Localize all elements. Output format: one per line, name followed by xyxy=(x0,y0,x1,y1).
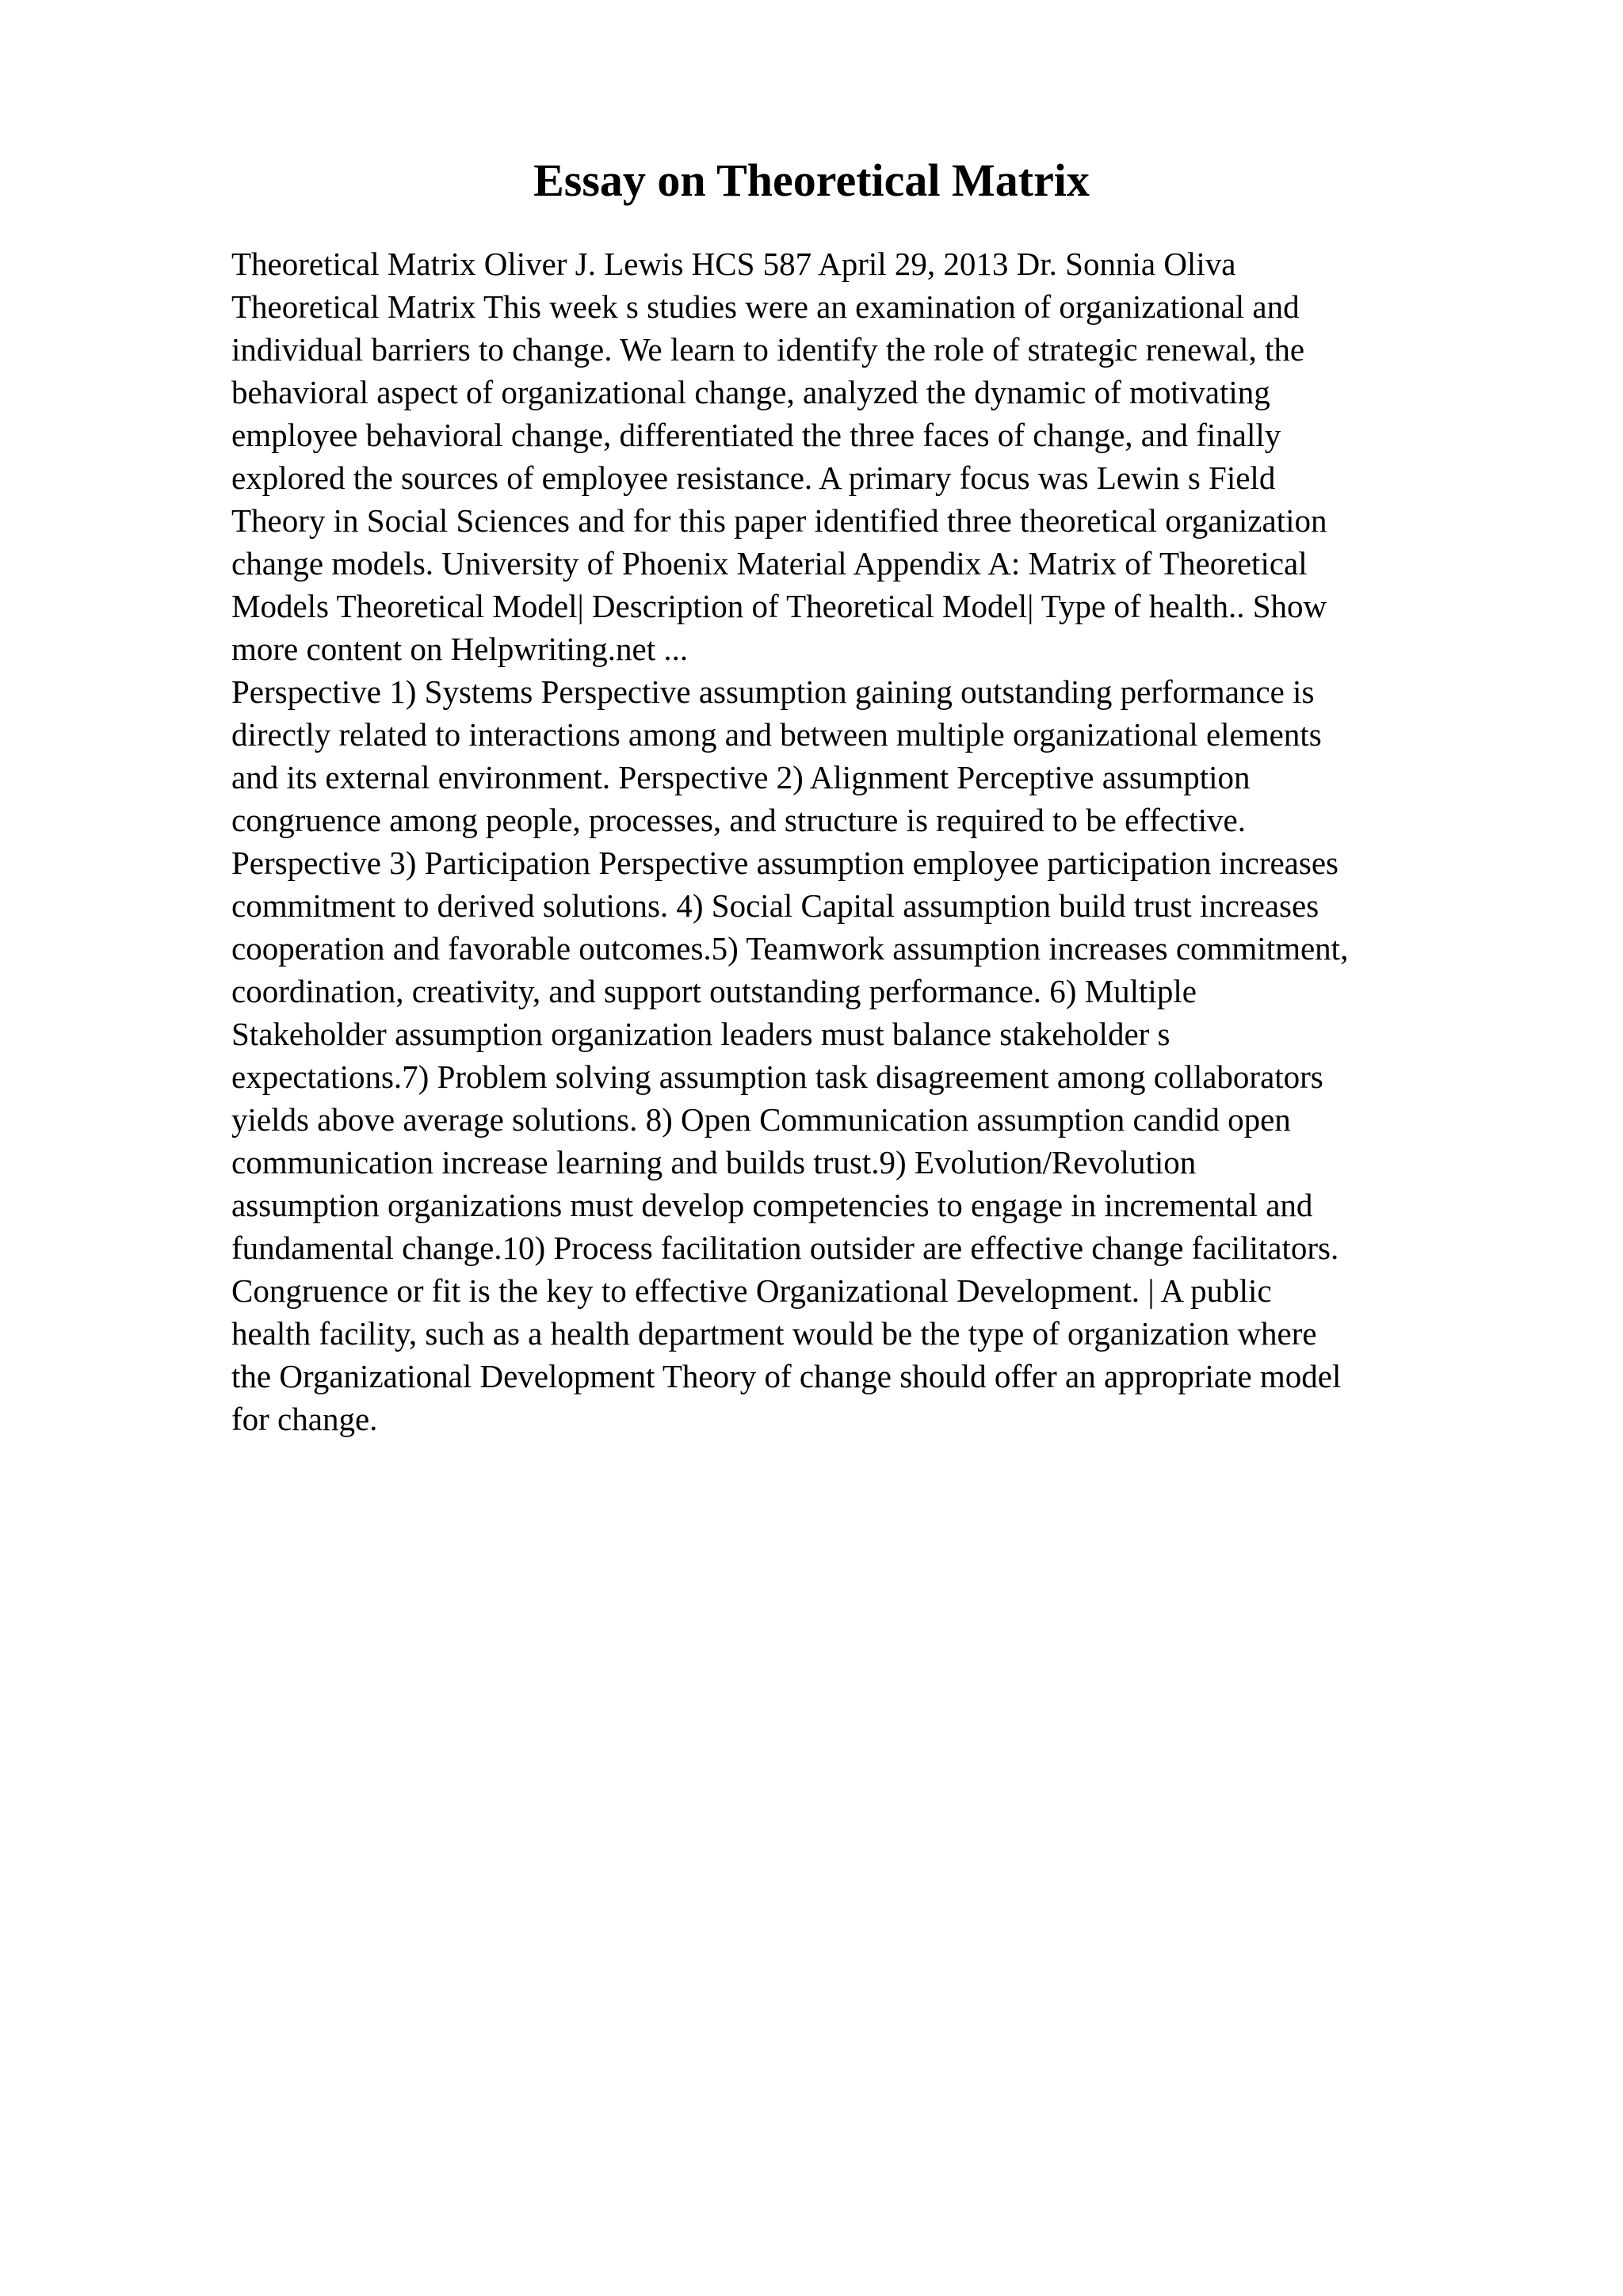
text-line: expectations.7) Problem solving assumption task disagreement among collaborators xyxy=(231,1058,1323,1095)
text-line: coordination, creativity, and support outstanding performance. 6) Multiple xyxy=(231,973,1197,1009)
text-line: Theoretical Matrix Oliver J. Lewis HCS 587 April 29, 2013 Dr. Sonnia Oliva xyxy=(231,246,1236,282)
text-line: Stakeholder assumption organization leaders must balance stakeholder s xyxy=(231,1016,1170,1052)
text-line: commitment to derived solutions. 4) Social Capital assumption build trust increases xyxy=(231,887,1319,924)
text-line: employee behavioral change, differentiated the three faces of change, and finally xyxy=(231,417,1281,453)
text-line: Perspective 3) Participation Perspective assumption employee participation increases xyxy=(231,845,1338,881)
text-line: cooperation and favorable outcomes.5) Teamwork assumption increases commitment, xyxy=(231,930,1349,967)
text-line: individual barriers to change. We learn to identify the role of strategic renewal, the xyxy=(231,331,1305,368)
text-line: for change. xyxy=(231,1401,378,1437)
text-line: Theoretical Matrix This week s studies were an examination of organizational and xyxy=(231,288,1300,325)
text-line: assumption organizations must develop competencies to engage in incremental and xyxy=(231,1187,1313,1223)
text-line: fundamental change.10) Process facilitation outsider are effective change facilitators. xyxy=(231,1230,1339,1266)
text-line: Theory in Social Sciences and for this paper identified three theoretical organization xyxy=(231,502,1327,539)
text-line: Congruence or fit is the key to effective Organizational Development. | A public xyxy=(231,1272,1272,1309)
text-line: Models Theoretical Model| Description of Theoretical Model| Type of health.. Show xyxy=(231,588,1327,624)
document-title: Essay on Theoretical Matrix xyxy=(533,154,1090,206)
paragraph-intro xyxy=(231,242,1515,670)
text-line: health facility, such as a health department would be the type of organization where xyxy=(231,1315,1317,1352)
document-body xyxy=(231,242,1515,1440)
text-line: communication increase learning and builds trust.9) Evolution/Revolution xyxy=(231,1144,1197,1180)
text-line: yields above average solutions. 8) Open Communication assumption candid open xyxy=(231,1101,1291,1138)
text-line: explored the sources of employee resistance. A primary focus was Lewin s Field xyxy=(231,460,1276,496)
text-line: change models. University of Phoenix Material Appendix A: Matrix of Theoretical xyxy=(231,545,1308,582)
text-line: the Organizational Development Theory of change should offer an appropriate model xyxy=(231,1358,1342,1394)
text-line: Perspective 1) Systems Perspective assumption gaining outstanding performance is xyxy=(231,673,1315,710)
text-line: congruence among people, processes, and structure is required to be effective. xyxy=(231,802,1246,838)
paragraph-perspectives xyxy=(231,670,1515,1440)
text-line: and its external environment. Perspective 2) Alignment Perceptive assumption xyxy=(231,759,1251,795)
text-line: more content on Helpwriting.net ... xyxy=(231,631,689,667)
text-line: directly related to interactions among and between multiple organizational elements xyxy=(231,716,1322,753)
text-line: behavioral aspect of organizational change, analyzed the dynamic of motivating xyxy=(231,374,1270,410)
